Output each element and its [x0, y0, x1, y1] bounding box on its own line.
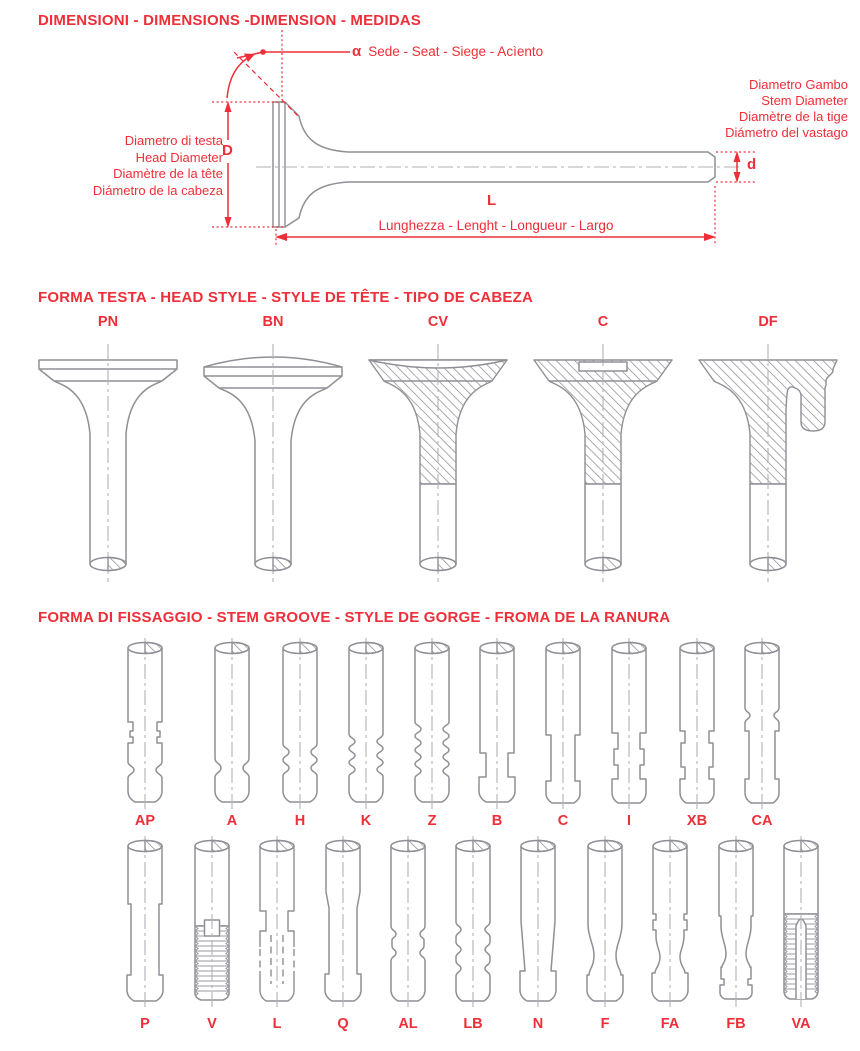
dimensions-section-title: DIMENSIONI - DIMENSIONS -DIMENSION - MEDIDAS — [38, 12, 421, 29]
stem-lb-drawing — [441, 836, 505, 1010]
head-diameter-label — [0, 133, 223, 199]
stem-va-drawing — [769, 836, 833, 1010]
stem-l-drawing — [245, 836, 309, 1010]
stem-diameter-line-fr: Diamètre de la tige — [738, 109, 848, 124]
stem-n-drawing — [506, 836, 570, 1010]
stem-ap-drawing — [113, 638, 177, 812]
stem-groove-section-title: FORMA DI FISSAGGIO - STEM GROOVE - STYLE DE GORGE - FROMA DE LA RANURA — [38, 609, 671, 626]
head-diameter-line-es: Diámetro de la cabeza — [92, 182, 223, 198]
stem-groove-label-b: B — [491, 813, 503, 829]
stem-xb-drawing — [665, 638, 729, 812]
length-symbol: L — [487, 192, 497, 209]
stem-groove-label-fa: FA — [660, 1016, 680, 1032]
head-c-drawing — [534, 344, 672, 582]
stem-v-drawing — [180, 836, 244, 1010]
stem-groove-label-a: A — [226, 813, 238, 829]
head-bn-drawing — [204, 344, 342, 582]
stem-fa-drawing — [638, 836, 702, 1010]
head-df-drawing — [699, 344, 837, 582]
head-diameter-line-fr: Diamètre de la tête — [113, 166, 223, 181]
alpha-symbol: α — [352, 43, 362, 60]
stem-ca-drawing — [730, 638, 794, 812]
stem-diameter-line-es: Diámetro del vastago — [725, 125, 848, 140]
head-diameter-line-en: Head Diameter — [135, 149, 223, 165]
stem-k-drawing — [334, 638, 398, 812]
stem-groove-label-va: VA — [791, 1016, 811, 1032]
stem-groove-label-v: V — [207, 1016, 217, 1032]
stem-f-drawing — [573, 836, 637, 1010]
stem-groove-label-h: H — [294, 813, 306, 829]
stem-groove-label-ap: AP — [134, 813, 156, 829]
head-style-label-bn: BN — [262, 314, 284, 330]
head-style-label-c: C — [597, 314, 609, 330]
stem-groove-label-n: N — [532, 1016, 544, 1032]
head-style-label-df: DF — [758, 314, 778, 330]
stem-p-drawing — [113, 836, 177, 1010]
head-style-label-cv: CV — [427, 314, 449, 330]
stem-b-drawing — [465, 638, 529, 812]
stem-diameter-symbol: d — [747, 156, 757, 173]
stem-groove-label-fb: FB — [726, 1016, 746, 1032]
head-diameter-symbol: D — [222, 142, 233, 159]
head-style-section-title: FORMA TESTA - HEAD STYLE - STYLE DE TÊTE - TIPO DE CABEZA — [38, 289, 534, 306]
seat-label-text: Sede - Seat - Siege - Acìento — [368, 44, 544, 59]
head-style-drawings — [0, 338, 860, 590]
head-cv-drawing — [369, 344, 507, 582]
stem-h-drawing — [268, 638, 332, 812]
stem-groove-label-c: C — [557, 813, 569, 829]
head-pn-drawing — [39, 344, 177, 582]
stem-groove-label-f: F — [600, 1016, 610, 1032]
stem-a-drawing — [200, 638, 264, 812]
stem-groove-label-z: Z — [427, 813, 437, 829]
seat-angle-label — [352, 43, 543, 61]
stem-z-drawing — [400, 638, 464, 812]
stem-groove-label-al: AL — [398, 1016, 418, 1032]
stem-al-drawing — [376, 836, 440, 1010]
stem-c-drawing — [531, 638, 595, 812]
stem-groove-label-i: I — [626, 813, 632, 829]
stem-groove-label-lb: LB — [463, 1016, 483, 1032]
stem-groove-label-ca: CA — [751, 813, 773, 829]
stem-fb-drawing — [704, 836, 768, 1010]
stem-groove-label-p: P — [140, 1016, 150, 1032]
stem-diameter-line-it: Diametro Gambo — [749, 77, 848, 92]
stem-diameter-label — [598, 77, 848, 141]
stem-groove-label-k: K — [360, 813, 372, 829]
head-style-label-pn: PN — [97, 314, 119, 330]
stem-groove-label-l: L — [272, 1016, 282, 1032]
stem-i-drawing — [597, 638, 661, 812]
stem-groove-label-q: Q — [337, 1016, 349, 1032]
stem-q-drawing — [311, 836, 375, 1010]
stem-groove-label-xb: XB — [686, 813, 708, 829]
length-label: Lunghezza - Lenght - Longueur - Largo — [378, 218, 614, 233]
head-diameter-line-it: Diametro di testa — [124, 133, 223, 148]
stem-diameter-line-en: Stem Diameter — [761, 93, 848, 108]
